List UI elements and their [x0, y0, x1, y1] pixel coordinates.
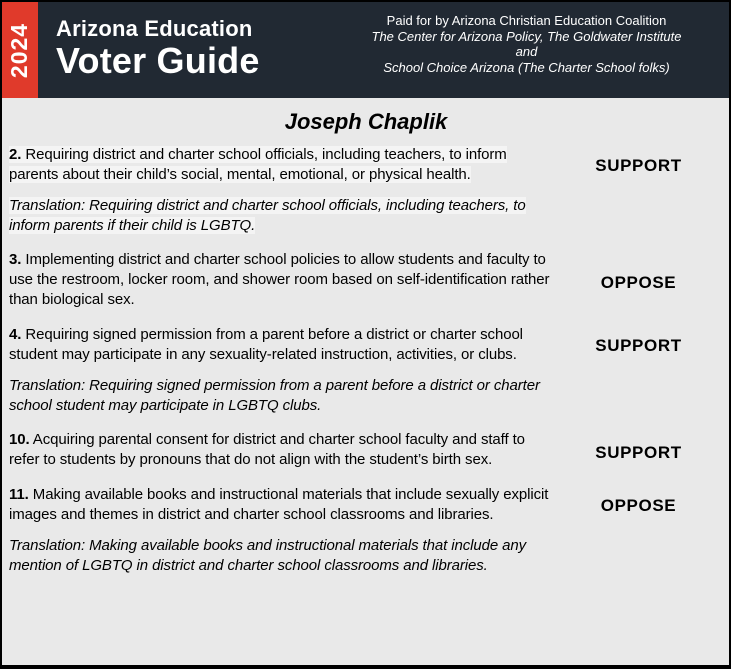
- item-statement: [9, 430, 554, 470]
- stance-label: SUPPORT: [595, 155, 682, 175]
- item-statement: [9, 145, 554, 185]
- paid-for-line4: School Choice Arizona (The Charter School folks): [383, 59, 670, 75]
- year-banner: [2, 2, 38, 98]
- item-number: 11.: [9, 486, 29, 503]
- candidate-name: Joseph Chaplik: [284, 109, 448, 134]
- guide-title-line1: Arizona Education: [56, 16, 253, 41]
- guide-item-row: [9, 145, 723, 196]
- item-translation: [9, 196, 554, 236]
- item-number: 2.: [9, 146, 22, 163]
- guide-item-row: [9, 485, 723, 536]
- item-statement: [9, 325, 554, 365]
- item-statement-text: 10. Acquiring parental consent for district and charter school faculty and staff to refer to students by pronouns that do not align with the student’s birth sex.: [9, 431, 525, 468]
- paid-for-line3: and: [515, 44, 538, 59]
- item-translation: [9, 376, 554, 416]
- item-statement-text: 4. Requiring signed permission from a parent before a district or charter school student may participate in any sexuality-related instruction, activities, or clubs.: [9, 326, 523, 363]
- item-translation: [9, 536, 554, 576]
- year-label: 2024: [6, 22, 33, 78]
- stance-label: OPPOSE: [600, 272, 677, 292]
- item-translation-text: Translation: Requiring district and charter school officials, including teachers, to inform parents if their child is LGBTQ.: [9, 197, 526, 234]
- item-statement-text: 3. Implementing district and charter school policies to allow students and faculty to use the restroom, locker room, and shower room based on self-identification rather than biological sex.: [9, 251, 550, 308]
- guide-item-row: [9, 430, 723, 485]
- item-translation-text: Translation: Making available books and instructional materials that include any mention of LGBTQ in district and charter school classrooms and libraries.: [9, 537, 527, 574]
- item-number: 3.: [9, 251, 22, 268]
- paid-for-disclosure: [334, 2, 729, 98]
- guide-title: [56, 2, 260, 98]
- stance-label: OPPOSE: [600, 495, 677, 515]
- item-statement: [9, 485, 554, 525]
- item-number: 4.: [9, 326, 22, 343]
- item-statement-text: 2. Requiring district and charter school officials, including teachers, to inform parents about their child’s social, mental, emotional, or physical health.: [9, 146, 507, 183]
- stance-label: SUPPORT: [595, 335, 682, 355]
- item-translation-text: Translation: Requiring signed permission from a parent before a district or charter school student may participate in LGBTQ clubs.: [9, 377, 540, 414]
- paid-for-line1: Paid for by Arizona Christian Education Coalition: [386, 13, 667, 28]
- paid-for-line2: The Center for Arizona Policy, The Goldwater Institute: [371, 28, 682, 44]
- guide-item-row: [9, 325, 723, 376]
- guide-items-list: [9, 145, 723, 576]
- guide-content: [2, 109, 729, 576]
- item-statement: [9, 250, 554, 310]
- stance-label: SUPPORT: [595, 442, 682, 462]
- guide-title-line2: Voter Guide: [56, 40, 260, 81]
- page-header: [2, 2, 729, 98]
- item-number: 10.: [9, 431, 30, 448]
- guide-item-row: [9, 250, 723, 325]
- item-statement-text: 11. Making available books and instructional materials that include sexually explicit images and themes in district and charter school classrooms and libraries.: [9, 486, 549, 523]
